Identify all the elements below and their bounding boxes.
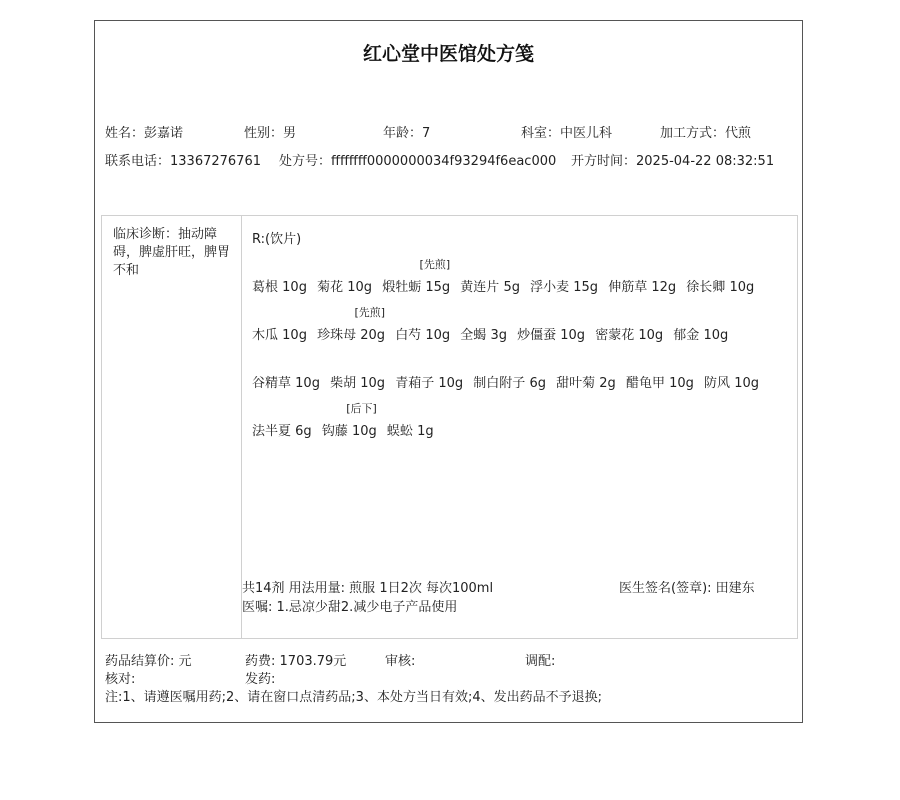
patient-age-field [383,122,430,141]
contact-info-row [105,150,792,168]
settle-price-label: 药品结算价: [105,654,175,669]
issue-field: 发药: [245,672,276,687]
billing-row [105,650,792,668]
patient-name-field [105,122,183,141]
rx-number-label: 处方号： [279,154,332,169]
herb-item: 浮小麦 15g [530,280,599,295]
usage-text: 共14剂 用法用量: 煎服 1日2次 每次100ml [242,581,494,596]
herb-item: 青葙子 10g [395,376,464,391]
department: 中医儿科 [560,126,613,141]
herb-item: [后下] 钩藤 10g [321,402,377,439]
rx-column [242,216,797,638]
phone-label: 联系电话： [105,154,171,169]
rx-time: 2025-04-22 08:32:51 [636,154,775,169]
page-title: 红心堂中医馆处方笺 [362,43,534,65]
herb-item: 炒僵蚕 10g [517,328,586,343]
herb-item: 徐长卿 10g [686,280,755,295]
prescription-sheet [94,20,803,723]
diagnosis-text: 抽动障碍，脾虚肝旺，脾胃不和 [113,227,231,278]
department-field [521,122,612,141]
herb-item: 木瓜 10g [252,328,307,343]
drug-fee-value: 1703.79元 [279,654,347,669]
patient-gender-label: 性别： [244,126,284,141]
herb-note: [先煎] [354,306,386,319]
herb-item: 白芍 10g [395,328,451,343]
process-method-field [660,122,751,141]
herb-item: 醋龟甲 10g [625,376,694,391]
process-method-label: 加工方式： [660,126,726,141]
review-field: 审核: [385,654,416,669]
herb-item: 葛根 10g [252,280,307,295]
patient-name: 彭嘉诺 [144,126,184,141]
herb-item: 郁金 10g [673,328,729,343]
herb-item: 谷精草 10g [252,376,320,391]
doctor-label: 医生签名(签章): [619,581,716,596]
herb-item: [先煎] 煅牡蛎 15g [382,258,451,295]
rx-time-label: 开方时间： [571,154,637,169]
medical-advice: 医嘱: 1.忌凉少甜2.减少电子产品使用 [242,600,458,615]
herb-item: 柴胡 10g [330,376,386,391]
phone-field [105,150,261,169]
footer-notice: 注:1、请遵医嘱用药;2、请在窗口点清药品;3、本处方当日有效;4、发出药品不予退换; [105,690,602,705]
herb-row [252,372,765,392]
prescription-box [101,215,798,639]
herb-row [252,402,440,440]
check-field: 核对: [105,672,136,687]
rx-header: R:(饮片) [252,232,302,247]
herb-note: [先煎] [419,258,451,271]
settle-price-value: 元 [178,654,192,669]
herb-row [252,306,734,344]
herb-item: 法半夏 6g [252,424,312,439]
rx-number-field [279,150,556,169]
drug-fee-field [245,650,346,669]
process-method: 代煎 [725,126,752,141]
rx-time-field [571,150,774,169]
phone-number: 13367276761 [170,154,261,169]
diagnosis-column [102,216,242,638]
herb-note: [后下] [346,402,377,415]
doctor-signature [619,577,755,596]
check-row [105,668,792,686]
drug-fee-label: 药费: [245,654,276,669]
herb-item: [先煎] 珍珠母 20g [317,306,386,343]
settle-price-field [105,650,192,669]
patient-info-row [105,122,792,140]
herb-item: 全蝎 3g [460,328,507,343]
herb-item: 甜叶菊 2g [556,376,616,391]
herb-row [252,258,760,296]
diagnosis-label: 临床诊断： [113,227,179,242]
patient-gender: 男 [283,126,297,141]
herb-item: 伸筋草 12g [608,280,677,295]
herb-item: 黄连片 5g [460,280,520,295]
usage-row [242,577,797,597]
herb-item: 菊花 10g [317,280,373,295]
herb-item: 制白附子 6g [473,376,546,391]
patient-name-label: 姓名： [105,126,145,141]
department-label: 科室： [521,126,561,141]
doctor-name: 田建东 [715,581,755,596]
herb-item: 密蒙花 10g [595,328,664,343]
herb-item: 蜈蚣 1g [386,424,434,439]
patient-age: 7 [422,126,431,141]
rx-number: ffffffff0000000034f93294f6eac000 [331,154,557,169]
patient-age-label: 年龄： [383,126,423,141]
dispense-field: 调配: [525,654,556,669]
patient-gender-field [244,122,296,141]
herb-item: 防风 10g [704,376,759,391]
